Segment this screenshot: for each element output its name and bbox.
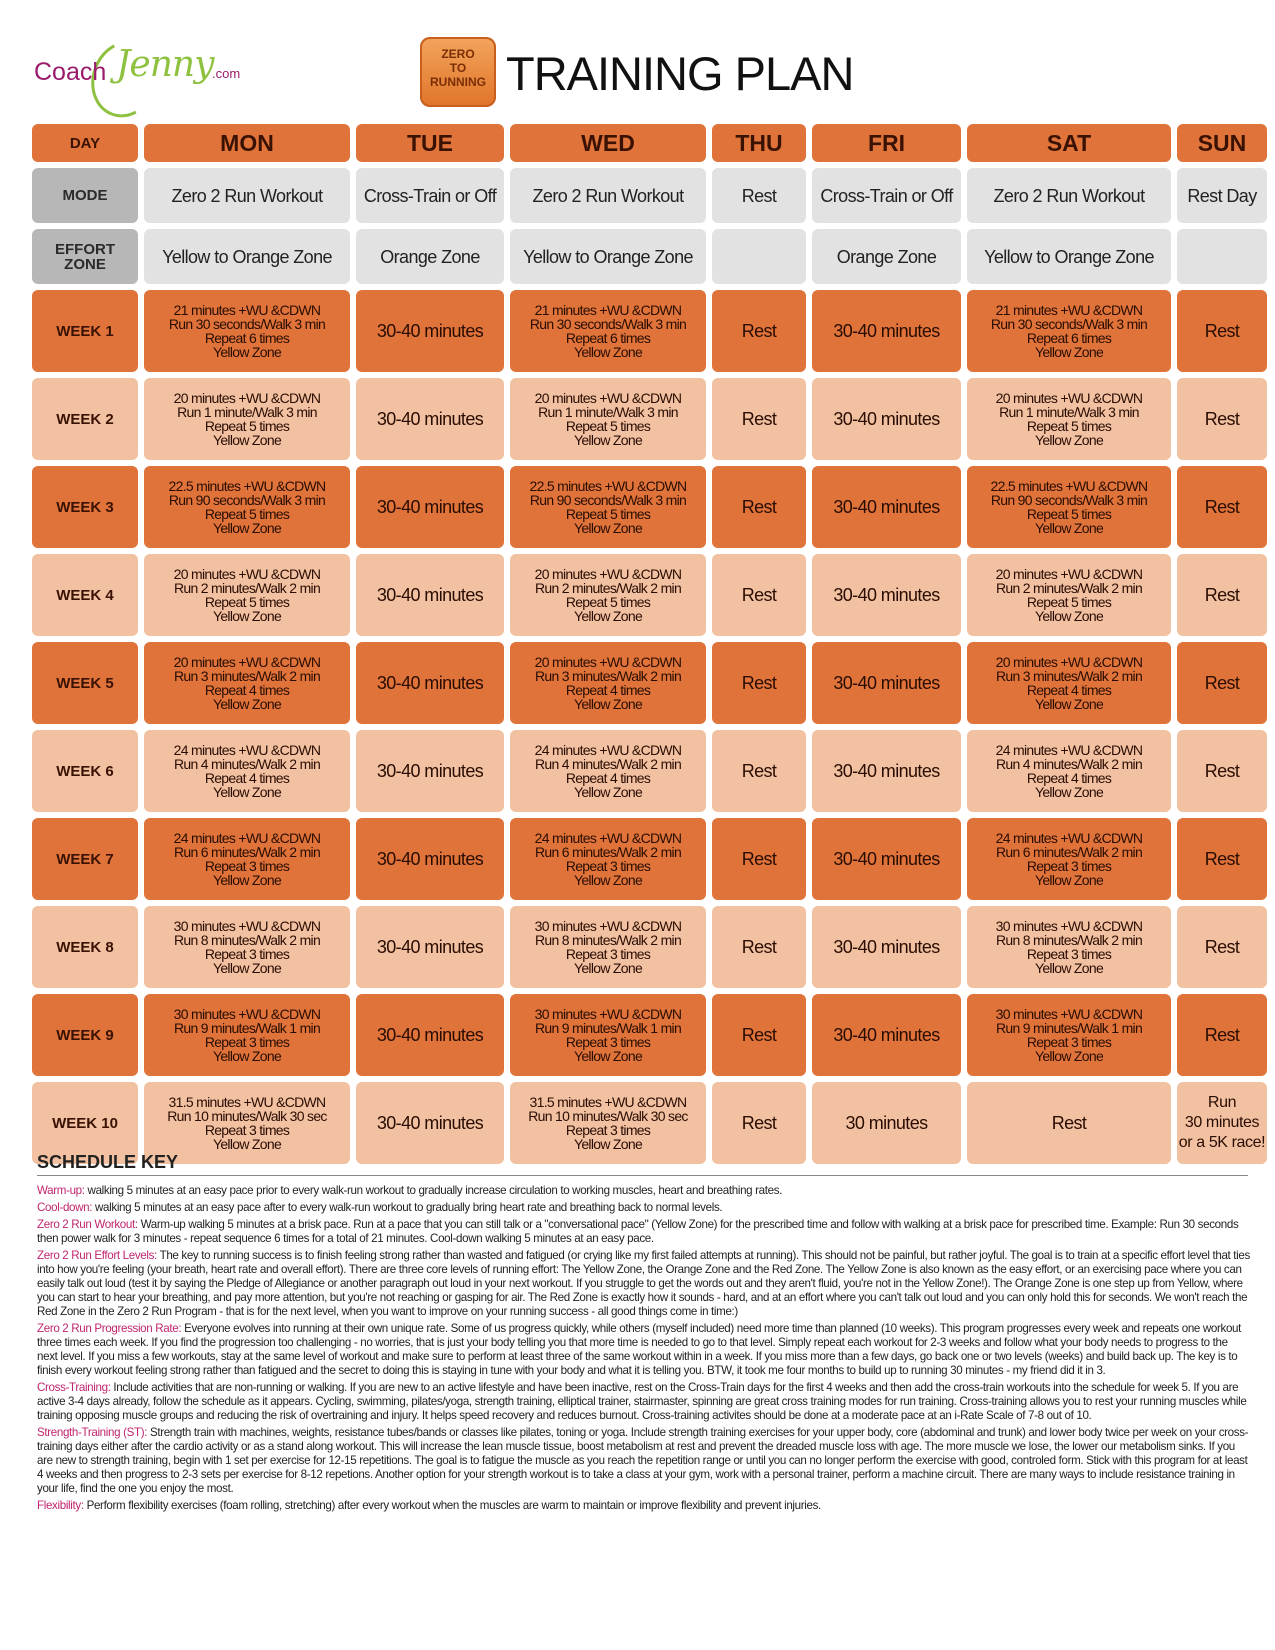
key-term: Zero 2 Run Workout: [37, 1218, 138, 1231]
key-item [37, 1249, 1250, 1319]
workout-line-zone: Yellow Zone [1034, 344, 1104, 360]
crosstrain-tue: 30-40 minutes [356, 1082, 504, 1164]
workout-line-zone: Yellow Zone [573, 696, 643, 712]
key-term: Strength-Training (ST): [37, 1426, 148, 1439]
crosstrain-fri: 30-40 minutes [812, 466, 961, 548]
workout-line-repeat: Repeat 5 times [565, 418, 651, 434]
workout-line-intervals: Run 3 minutes/Walk 2 min [534, 668, 682, 684]
effort-fri: Orange Zone [812, 229, 961, 284]
workout-line-zone: Yellow Zone [212, 344, 282, 360]
workout-line-zone: Yellow Zone [1034, 1048, 1104, 1064]
workout-line-duration: 30 minutes +WU &CDWN [173, 918, 321, 934]
workout-line-repeat: Repeat 3 times [565, 946, 651, 962]
workout-line-zone: Yellow Zone [1034, 432, 1104, 448]
workout-line-duration: 30 minutes +WU &CDWN [995, 1006, 1143, 1022]
workout-line-intervals: Run 2 minutes/Walk 2 min [995, 580, 1143, 596]
workout-line-repeat: Repeat 4 times [565, 770, 651, 786]
workout-line-duration: 22.5 minutes +WU &CDWN [990, 478, 1148, 494]
week-label-text: WEEK 6 [56, 762, 114, 780]
workout-line-intervals: Run 6 minutes/Walk 2 min [534, 844, 682, 860]
schedule-key-divider [37, 1175, 1248, 1176]
badge-line1: ZERO [441, 47, 475, 61]
workout-mon [144, 290, 350, 372]
rest-thu: Rest [712, 466, 806, 548]
effort-tue: Orange Zone [356, 229, 504, 284]
workout-line-repeat: Repeat 3 times [565, 1122, 651, 1138]
workout-line-duration: 30 minutes +WU &CDWN [995, 918, 1143, 934]
key-term: Zero 2 Run Effort Levels: [37, 1249, 157, 1262]
week-label-text: WEEK 7 [56, 850, 114, 868]
key-description: The key to running success is to finish feeling strong rather than wasted and fatigued (or crying like my first failed attempts at running). This should not be painful, but rather joyful. The goal is to train at a specific effort level that ties into how you're feeling (your breath, heart rate and overall effort). There are three core levels of running effort: The Yellow Zone, the Orange Zone and the Red Zone. The Yellow Zone is also known as the easy effort, or an exercising pace where you can easily talk out loud (test it by saying the Pledge of Allegiance or another paragraph out loud in your next workout. If you struggle to get the words out and they aren't fluid, you're not in the Yellow Zone!). The Orange Zone is one step up from Yellow, where you can start to hear your breathing, and pay more attention, but you're not reaching or gasping for air. The Red Zone is exactly how it sounds - hard, and at an effort where you can't talk out loud and you can only hold this for seconds. We won't reach the Red Zone in the Zero 2 Run Program - that is for the next level, when you want to improve on your running success - all good things come in time:) [37, 1249, 1250, 1318]
workout-line-intervals: Run 90 seconds/Walk 3 min [990, 492, 1148, 508]
crosstrain-tue: 30-40 minutes [356, 994, 504, 1076]
week-label-text: WEEK 9 [56, 1026, 114, 1044]
crosstrain-tue: 30-40 minutes [356, 378, 504, 460]
effort-sat: Yellow to Orange Zone [967, 229, 1171, 284]
workout-line-intervals: Run 4 minutes/Walk 2 min [534, 756, 682, 772]
workout-line-intervals: Run 3 minutes/Walk 2 min [995, 668, 1143, 684]
workout-line-zone: Yellow Zone [1034, 872, 1104, 888]
effort-thu [712, 229, 806, 284]
rest-thu: Rest [712, 994, 806, 1076]
workout-line-intervals: Run 1 minute/Walk 3 min [177, 404, 317, 420]
workout-line-repeat: Repeat 5 times [1026, 506, 1112, 522]
race-line-3: or a 5K race! [1178, 1134, 1266, 1151]
workout-sat [967, 290, 1171, 372]
workout-line-zone: Yellow Zone [1034, 696, 1104, 712]
workout-mon [144, 906, 350, 988]
workout-wed [510, 730, 706, 812]
workout-line-intervals: Run 8 minutes/Walk 2 min [534, 932, 682, 948]
workout-line-zone: Yellow Zone [1034, 520, 1104, 536]
week-label-text: WEEK 2 [56, 410, 114, 428]
rest-sun: Rest [1177, 818, 1267, 900]
workout-line-intervals: Run 90 seconds/Walk 3 min [168, 492, 326, 508]
workout-line-intervals: Run 30 seconds/Walk 3 min [168, 316, 326, 332]
workout-line-repeat: Repeat 4 times [204, 770, 290, 786]
effort-sun [1177, 229, 1267, 284]
key-description: Perform flexibility exercises (foam rolling, stretching) after every workout when the muscles are warm to maintain or improve flexibility and prevent injuries. [83, 1499, 821, 1512]
workout-line-repeat: Repeat 6 times [1026, 330, 1112, 346]
workout-mon [144, 818, 350, 900]
workout-line-duration: 20 minutes +WU &CDWN [534, 654, 682, 670]
workout-line-zone: Yellow Zone [212, 432, 282, 448]
workout-wed [510, 1082, 706, 1164]
key-description: Warm-up walking 5 minutes at a brisk pace. Run at a pace that you can still talk or a "conversational pace" (Yellow Zone) for the prescribed time and follow with walking at a brisk pace for prescribed time. Example: Run 30 seconds then power walk for 3 minutes - repeat sequence 6 times for a total of 21 minutes. Cool-down walking 5 minutes at an easy pace. [37, 1218, 1239, 1245]
week-label [32, 290, 138, 372]
week-label-text: WEEK 4 [56, 586, 114, 604]
effort-wed: Yellow to Orange Zone [510, 229, 706, 284]
workout-sat [967, 906, 1171, 988]
workout-line-zone: Yellow Zone [1034, 960, 1104, 976]
header-tue: TUE [356, 124, 504, 162]
effort-mon: Yellow to Orange Zone [144, 229, 350, 284]
header-fri: FRI [812, 124, 961, 162]
workout-line-repeat: Repeat 3 times [1026, 946, 1112, 962]
week-label-text: WEEK 1 [56, 322, 114, 340]
workout-sat [967, 818, 1171, 900]
crosstrain-tue: 30-40 minutes [356, 906, 504, 988]
workout-line-duration: 24 minutes +WU &CDWN [173, 830, 321, 846]
workout-sat [967, 554, 1171, 636]
workout-wed [510, 818, 706, 900]
key-description: Strength train with machines, weights, resistance tubes/bands or classes like pilates, toning or yoga. Include strength training exercises for your upper body, core (abdominal and trunk) and lower body twice per week on your cross-training days either after the cardio activity or as a stand along workout. This will increase the lean muscle tissue, boost metabolism at rest and prevent the dreaded muscle loss with age. The more muscle we lose, the lower our metabolism sinks. If you are new to strength training, begin with 1 set per exercise for 12-15 repetitions. The goal is to fatigue the muscle as you reach the repetition range or until you can no longer perform the exercise with good, controled form. Stick with this program for at least 4 weeks and then progress to 2-3 sets per exercise for 8-12 repetions. Another option for your strength workout is to take a class at your gym, work with a personal trainer, perform a machine circuit. There are many ways to include resistance training in your life, find the one you enjoy the most. [37, 1426, 1249, 1495]
workout-line-zone: Yellow Zone [212, 1136, 282, 1152]
effort-zone-label [32, 229, 138, 284]
workout-sat [967, 378, 1171, 460]
workout-line-repeat: Repeat 3 times [204, 1122, 290, 1138]
header-mon: MON [144, 124, 350, 162]
workout-mon [144, 642, 350, 724]
badge-line2: TO [449, 61, 467, 75]
workout-line-zone: Yellow Zone [573, 960, 643, 976]
workout-line-duration: 22.5 minutes +WU &CDWN [168, 478, 326, 494]
rest-sun: Rest [1177, 290, 1267, 372]
crosstrain-fri: 30-40 minutes [812, 994, 961, 1076]
workout-line-zone: Yellow Zone [1034, 784, 1104, 800]
week-label-text: WEEK 5 [56, 674, 114, 692]
rest-thu: Rest [712, 290, 806, 372]
crosstrain-tue: 30-40 minutes [356, 466, 504, 548]
workout-wed [510, 994, 706, 1076]
workout-line-duration: 24 minutes +WU &CDWN [534, 742, 682, 758]
key-term: Warm-up: [37, 1184, 85, 1197]
rest-sun: Rest [1177, 906, 1267, 988]
crosstrain-fri: 30-40 minutes [812, 290, 961, 372]
week-label [32, 554, 138, 636]
header-day: DAY [32, 124, 138, 162]
workout-line-duration: 20 minutes +WU &CDWN [995, 566, 1143, 582]
crosstrain-fri: 30-40 minutes [812, 730, 961, 812]
key-item [37, 1218, 1250, 1246]
rest-sun: Rest [1177, 466, 1267, 548]
workout-line-zone: Yellow Zone [1034, 608, 1104, 624]
workout-line-intervals: Run 8 minutes/Walk 2 min [995, 932, 1143, 948]
workout-line-repeat: Repeat 4 times [1026, 682, 1112, 698]
workout-line-duration: 30 minutes +WU &CDWN [534, 1006, 682, 1022]
workout-line-intervals: Run 9 minutes/Walk 1 min [534, 1020, 682, 1036]
workout-line-duration: 20 minutes +WU &CDWN [995, 654, 1143, 670]
workout-line-intervals: Run 6 minutes/Walk 2 min [173, 844, 321, 860]
training-plan-table [32, 124, 1266, 1152]
workout-line-duration: 21 minutes +WU &CDWN [995, 302, 1143, 318]
key-item [37, 1322, 1250, 1378]
logo-jenny-text: Jenny [116, 44, 214, 85]
workout-line-repeat: Repeat 5 times [565, 594, 651, 610]
workout-line-zone: Yellow Zone [212, 1048, 282, 1064]
workout-line-zone: Yellow Zone [573, 1136, 643, 1152]
rest-sun: Rest [1177, 994, 1267, 1076]
rest-sat: Rest [967, 1082, 1171, 1164]
rest-sun: Rest [1177, 378, 1267, 460]
workout-line-repeat: Repeat 3 times [565, 858, 651, 874]
header-wed: WED [510, 124, 706, 162]
workout-wed [510, 378, 706, 460]
effort-label-line2: ZONE [64, 255, 106, 273]
workout-wed [510, 906, 706, 988]
rest-thu: Rest [712, 906, 806, 988]
workout-line-intervals: Run 9 minutes/Walk 1 min [995, 1020, 1143, 1036]
coachjenny-logo [34, 34, 241, 114]
workout-line-duration: 20 minutes +WU &CDWN [534, 566, 682, 582]
workout-line-repeat: Repeat 5 times [204, 594, 290, 610]
workout-line-repeat: Repeat 3 times [1026, 858, 1112, 874]
workout-line-zone: Yellow Zone [212, 784, 282, 800]
crosstrain-fri: 30-40 minutes [812, 906, 961, 988]
workout-wed [510, 554, 706, 636]
workout-line-intervals: Run 1 minute/Walk 3 min [999, 404, 1139, 420]
workout-line-zone: Yellow Zone [212, 960, 282, 976]
page-title: TRAINING PLAN [506, 47, 854, 100]
week-label: WEEK 10 [32, 1082, 138, 1164]
workout-line-duration: 24 minutes +WU &CDWN [995, 830, 1143, 846]
workout-line-intervals: Run 3 minutes/Walk 2 min [173, 668, 321, 684]
week-label [32, 642, 138, 724]
key-term: Cross-Training: [37, 1381, 111, 1394]
crosstrain-fri: 30 minutes [812, 1082, 961, 1164]
week-label [32, 466, 138, 548]
workout-line-intervals: Run 4 minutes/Walk 2 min [995, 756, 1143, 772]
week-label [32, 378, 138, 460]
workout-line-zone: Yellow Zone [212, 696, 282, 712]
key-description: walking 5 minutes at an easy pace prior to every walk-run workout to gradually increase circulation to working muscles, heart and breathing rates. [84, 1184, 783, 1197]
workout-line-zone: Yellow Zone [212, 520, 282, 536]
rest-thu: Rest [712, 818, 806, 900]
key-item [37, 1426, 1250, 1496]
schedule-key-title: SCHEDULE KEY [37, 1152, 179, 1172]
race-day-sun [1177, 1082, 1267, 1164]
race-line-1: Run [1207, 1094, 1237, 1111]
workout-wed [510, 466, 706, 548]
mode-label: MODE [32, 168, 138, 223]
workout-line-duration: 20 minutes +WU &CDWN [995, 390, 1143, 406]
workout-line-zone: Yellow Zone [212, 608, 282, 624]
key-description: Include activities that are non-running or walking. If you are new to an active lifestyle and have been inactive, rest on the Cross-Train days for the first 4 weeks and then add the cross-train workouts into the schedule for week 5. If you are active 3-4 days already, follow the schedule as it appears. Cycling, swimming, pilates/yoga, strength training, elliptical trainer, stairmaster, spinning are great cross training modes for run training. Cross-training allows you to rest your running muscles while training opposing muscle groups and reducing the risk of overtraining and injury. It helps speed recovery and reduces burnout. Cross-training activites should be done at a moderate pace at an i-Rate Scale of 7-8 out of 10. [37, 1381, 1247, 1422]
workout-line-repeat: Repeat 5 times [1026, 594, 1112, 610]
week-label [32, 906, 138, 988]
crosstrain-tue: 30-40 minutes [356, 730, 504, 812]
workout-sat [967, 466, 1171, 548]
mode-mon: Zero 2 Run Workout [144, 168, 350, 223]
workout-line-zone: Yellow Zone [573, 520, 643, 536]
workout-line-zone: Yellow Zone [573, 1048, 643, 1064]
mode-thu: Rest [712, 168, 806, 223]
workout-line-zone: Yellow Zone [573, 608, 643, 624]
crosstrain-fri: 30-40 minutes [812, 642, 961, 724]
workout-line-repeat: Repeat 5 times [204, 418, 290, 434]
effort-label-line1: EFFORT [55, 240, 115, 258]
mode-sun: Rest Day [1177, 168, 1267, 223]
workout-line-intervals: Run 10 minutes/Walk 30 sec [528, 1108, 688, 1124]
workout-line-duration: 21 minutes +WU &CDWN [534, 302, 682, 318]
week-label [32, 730, 138, 812]
workout-line-repeat: Repeat 4 times [565, 682, 651, 698]
workout-line-intervals: Run 9 minutes/Walk 1 min [173, 1020, 321, 1036]
week-label-text: WEEK 3 [56, 498, 114, 516]
workout-line-intervals: Run 1 minute/Walk 3 min [538, 404, 678, 420]
rest-sun: Rest [1177, 554, 1267, 636]
workout-line-intervals: Run 8 minutes/Walk 2 min [173, 932, 321, 948]
workout-line-repeat: Repeat 3 times [1026, 1034, 1112, 1050]
rest-thu: Rest [712, 642, 806, 724]
workout-line-zone: Yellow Zone [573, 784, 643, 800]
mode-fri: Cross-Train or Off [812, 168, 961, 223]
rest-thu: Rest [712, 730, 806, 812]
workout-sat [967, 730, 1171, 812]
workout-mon [144, 554, 350, 636]
workout-line-duration: 24 minutes +WU &CDWN [534, 830, 682, 846]
key-term: Zero 2 Run Progression Rate: [37, 1322, 182, 1335]
mode-sat: Zero 2 Run Workout [967, 168, 1171, 223]
mode-tue: Cross-Train or Off [356, 168, 504, 223]
workout-line-duration: 20 minutes +WU &CDWN [173, 654, 321, 670]
crosstrain-fri: 30-40 minutes [812, 378, 961, 460]
workout-line-zone: Yellow Zone [573, 872, 643, 888]
workout-line-intervals: Run 30 seconds/Walk 3 min [990, 316, 1148, 332]
workout-line-repeat: Repeat 3 times [204, 1034, 290, 1050]
workout-line-intervals: Run 30 seconds/Walk 3 min [529, 316, 687, 332]
crosstrain-tue: 30-40 minutes [356, 290, 504, 372]
workout-line-intervals: Run 90 seconds/Walk 3 min [529, 492, 687, 508]
workout-mon [144, 994, 350, 1076]
workout-line-duration: 31.5 minutes +WU &CDWN [168, 1094, 326, 1110]
schedule-key [37, 1184, 1250, 1516]
key-item [37, 1381, 1250, 1423]
race-line-2: 30 minutes [1184, 1114, 1260, 1131]
crosstrain-tue: 30-40 minutes [356, 642, 504, 724]
week-label-text: WEEK 8 [56, 938, 114, 956]
crosstrain-fri: 30-40 minutes [812, 554, 961, 636]
workout-line-zone: Yellow Zone [573, 344, 643, 360]
header-thu: THU [712, 124, 806, 162]
workout-mon [144, 730, 350, 812]
week-label [32, 818, 138, 900]
workout-line-duration: 31.5 minutes +WU &CDWN [529, 1094, 687, 1110]
key-item [37, 1499, 1250, 1513]
header-sat: SAT [967, 124, 1171, 162]
workout-line-intervals: Run 10 minutes/Walk 30 sec [167, 1108, 327, 1124]
workout-line-intervals: Run 4 minutes/Walk 2 min [173, 756, 321, 772]
workout-line-intervals: Run 2 minutes/Walk 2 min [173, 580, 321, 596]
workout-line-duration: 30 minutes +WU &CDWN [173, 1006, 321, 1022]
zero-to-running-badge [420, 37, 496, 107]
workout-line-duration: 21 minutes +WU &CDWN [173, 302, 321, 318]
workout-line-repeat: Repeat 3 times [204, 858, 290, 874]
rest-thu: Rest [712, 1082, 806, 1164]
key-term: Flexibility: [37, 1499, 84, 1512]
workout-line-repeat: Repeat 5 times [565, 506, 651, 522]
workout-wed [510, 290, 706, 372]
workout-line-duration: 24 minutes +WU &CDWN [995, 742, 1143, 758]
workout-line-duration: 20 minutes +WU &CDWN [534, 390, 682, 406]
rest-thu: Rest [712, 378, 806, 460]
logo-com-text: .com [212, 66, 241, 81]
key-item [37, 1184, 1250, 1198]
workout-line-repeat: Repeat 4 times [1026, 770, 1112, 786]
workout-line-zone: Yellow Zone [212, 872, 282, 888]
logo-coach-text: Coach [34, 58, 107, 86]
workout-line-intervals: Run 2 minutes/Walk 2 min [534, 580, 682, 596]
workout-line-repeat: Repeat 5 times [1026, 418, 1112, 434]
workout-line-repeat: Repeat 5 times [204, 506, 290, 522]
workout-line-intervals: Run 6 minutes/Walk 2 min [995, 844, 1143, 860]
workout-line-repeat: Repeat 3 times [204, 946, 290, 962]
workout-line-repeat: Repeat 6 times [565, 330, 651, 346]
rest-thu: Rest [712, 554, 806, 636]
key-term: Cool-down: [37, 1201, 93, 1214]
workout-line-repeat: Repeat 3 times [565, 1034, 651, 1050]
workout-sat [967, 994, 1171, 1076]
workout-sat [967, 642, 1171, 724]
key-description: walking 5 minutes at an easy pace after to every walk-run workout to gradually bring heart rate and breathing back to normal levels. [92, 1201, 723, 1214]
rest-sun: Rest [1177, 642, 1267, 724]
badge-line3: RUNNING [430, 75, 486, 89]
workout-line-duration: 22.5 minutes +WU &CDWN [529, 478, 687, 494]
workout-line-duration: 20 minutes +WU &CDWN [173, 390, 321, 406]
workout-line-repeat: Repeat 6 times [204, 330, 290, 346]
key-description: Everyone evolves into running at their own unique rate. Some of us progress quickly, while others (myself included) need more time than planned (10 weeks). This program progresses every week and repeats one workout three times each week. If you find the progression too challenging - no worries, that is just your body telling you that more time is needed to go to that level. Simply repeat each workout for 2-3 weeks and follow what your body needs to progress to the next level. If you miss a few workouts, stay at the same level of workout and make sure to perform at least three of the same workout within in a week. If you miss more than a few days, go back one or two levels (weeks) and build back up. The key is to finish every workout feeling strong rather than fatigued and the secret to doing this is staying in tune with your body and what it is telling you. BTW, it took me four months to build up to running 30 minutes - my friend did it in 3. [37, 1322, 1242, 1377]
workout-line-zone: Yellow Zone [573, 432, 643, 448]
workout-line-duration: 20 minutes +WU &CDWN [173, 566, 321, 582]
key-item [37, 1201, 1250, 1215]
workout-line-repeat: Repeat 4 times [204, 682, 290, 698]
workout-wed [510, 642, 706, 724]
workout-line-duration: 30 minutes +WU &CDWN [534, 918, 682, 934]
crosstrain-fri: 30-40 minutes [812, 818, 961, 900]
crosstrain-tue: 30-40 minutes [356, 554, 504, 636]
header-sun: SUN [1177, 124, 1267, 162]
workout-mon [144, 466, 350, 548]
week-label [32, 994, 138, 1076]
workout-mon [144, 378, 350, 460]
mode-wed: Zero 2 Run Workout [510, 168, 706, 223]
crosstrain-tue: 30-40 minutes [356, 818, 504, 900]
rest-sun: Rest [1177, 730, 1267, 812]
workout-line-duration: 24 minutes +WU &CDWN [173, 742, 321, 758]
